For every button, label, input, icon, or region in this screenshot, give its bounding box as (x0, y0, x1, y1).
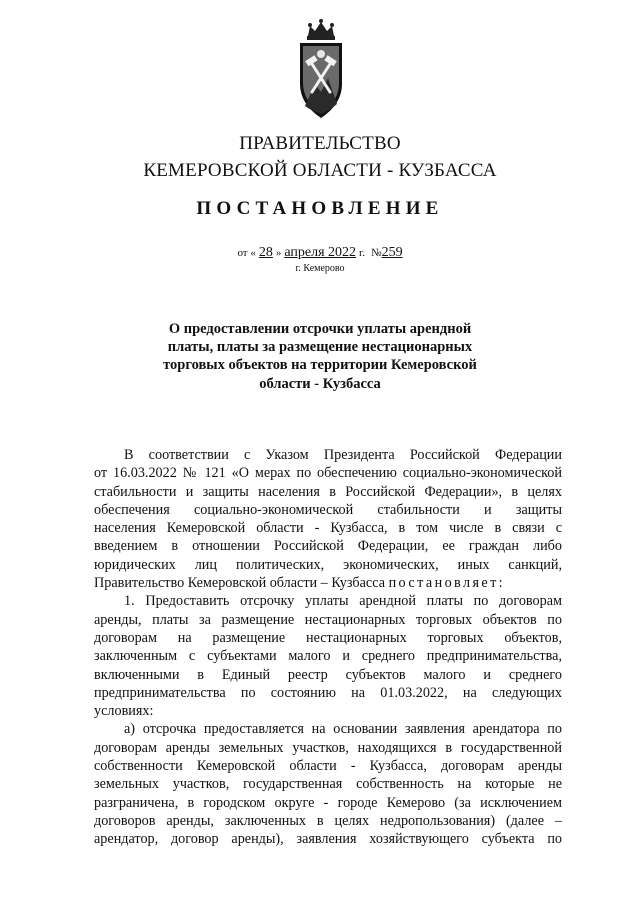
body-line: введением в отношении Российской Федерации, ее граждан либо (94, 538, 562, 555)
date-year-suffix: г. (359, 247, 366, 259)
body-line: договорам аренды земельных участков, находящихся в государственной (94, 739, 562, 756)
document-type-heading: ПОСТАНОВЛЕНИЕ (196, 198, 444, 219)
body-line: арендатор, договор аренды), заявления хозяйствующего субъекта по (94, 831, 562, 848)
body-line: обеспечения социально-экономической стабильности и защиты (94, 501, 562, 518)
body-line: населения Кемеровской области - Кузбасса, в том числе в связи с (94, 520, 562, 537)
title-line: платы, платы за размещение нестационарных (167, 339, 473, 356)
government-name-line2: КЕМЕРОВСКОЙ ОБЛАСТИ - КУЗБАССА (143, 160, 497, 181)
document-body (94, 446, 562, 849)
coat-of-arms-icon (296, 18, 346, 122)
body-line: аренды, платы за размещение нестационарных торговых объектов по (94, 611, 562, 628)
body-line: договоров аренды, заключенных в целях недропользования) (далее – (94, 812, 562, 829)
resolves-word: постановляет: (388, 575, 506, 592)
body-line: от 16.03.2022 № 121 «О мерах по обеспечению социально-экономической (94, 465, 562, 482)
body-line: предпринимательства по состоянию на 01.03.2022, на следующих (94, 684, 562, 701)
body-line: юридических лиц политических, экономических, иных санкций, (94, 556, 562, 573)
city-name: г. Кемерово (295, 263, 345, 274)
body-line: 1. Предоставить отсрочку уплаты арендной платы по договорам (124, 593, 562, 610)
body-line: заключенным с субъектами малого и среднего предпринимательства, (94, 648, 562, 665)
body-line: а) отсрочка предоставляется на основании заявления арендатора по (124, 721, 562, 738)
document-title (160, 320, 480, 393)
number-label: № (371, 247, 382, 259)
date-day: 28 (258, 245, 273, 260)
government-name-line1: ПРАВИТЕЛЬСТВО (239, 133, 401, 154)
date-quote-close: » (275, 247, 282, 259)
date-prefix: от « (237, 247, 256, 259)
body-line-resolves (94, 574, 562, 592)
body-line: включенными в Единый реестр субъектов малого и среднего (94, 666, 562, 683)
title-line: торговых объектов на территории Кемеровской (163, 357, 477, 374)
date-number-line (0, 245, 640, 261)
body-line: разграничена, в городском округе - городе Кемерово (за исключением (94, 794, 562, 811)
body-line: собственности Кемеровской области - Кузбасса, договорам аренды (94, 758, 562, 775)
date-month-year: апреля 2022 (284, 245, 357, 260)
body-line: земельных участков, государственная собственность на которые не (94, 776, 562, 793)
title-line: области - Кузбасса (259, 375, 381, 392)
body-line: стабильности и защиты населения в Российской Федерации», в целях (94, 483, 562, 500)
body-line: условиях: (94, 703, 154, 720)
document-number: 259 (381, 245, 403, 260)
body-line: В соответствии с Указом Президента Российской Федерации (124, 447, 562, 463)
government-reference: Правительство Кемеровской области – Кузбасса (94, 575, 386, 592)
title-line: О предоставлении отсрочки уплаты арендной (168, 321, 472, 337)
body-line: договорам на размещение нестационарных торговых объектов, (94, 629, 562, 646)
